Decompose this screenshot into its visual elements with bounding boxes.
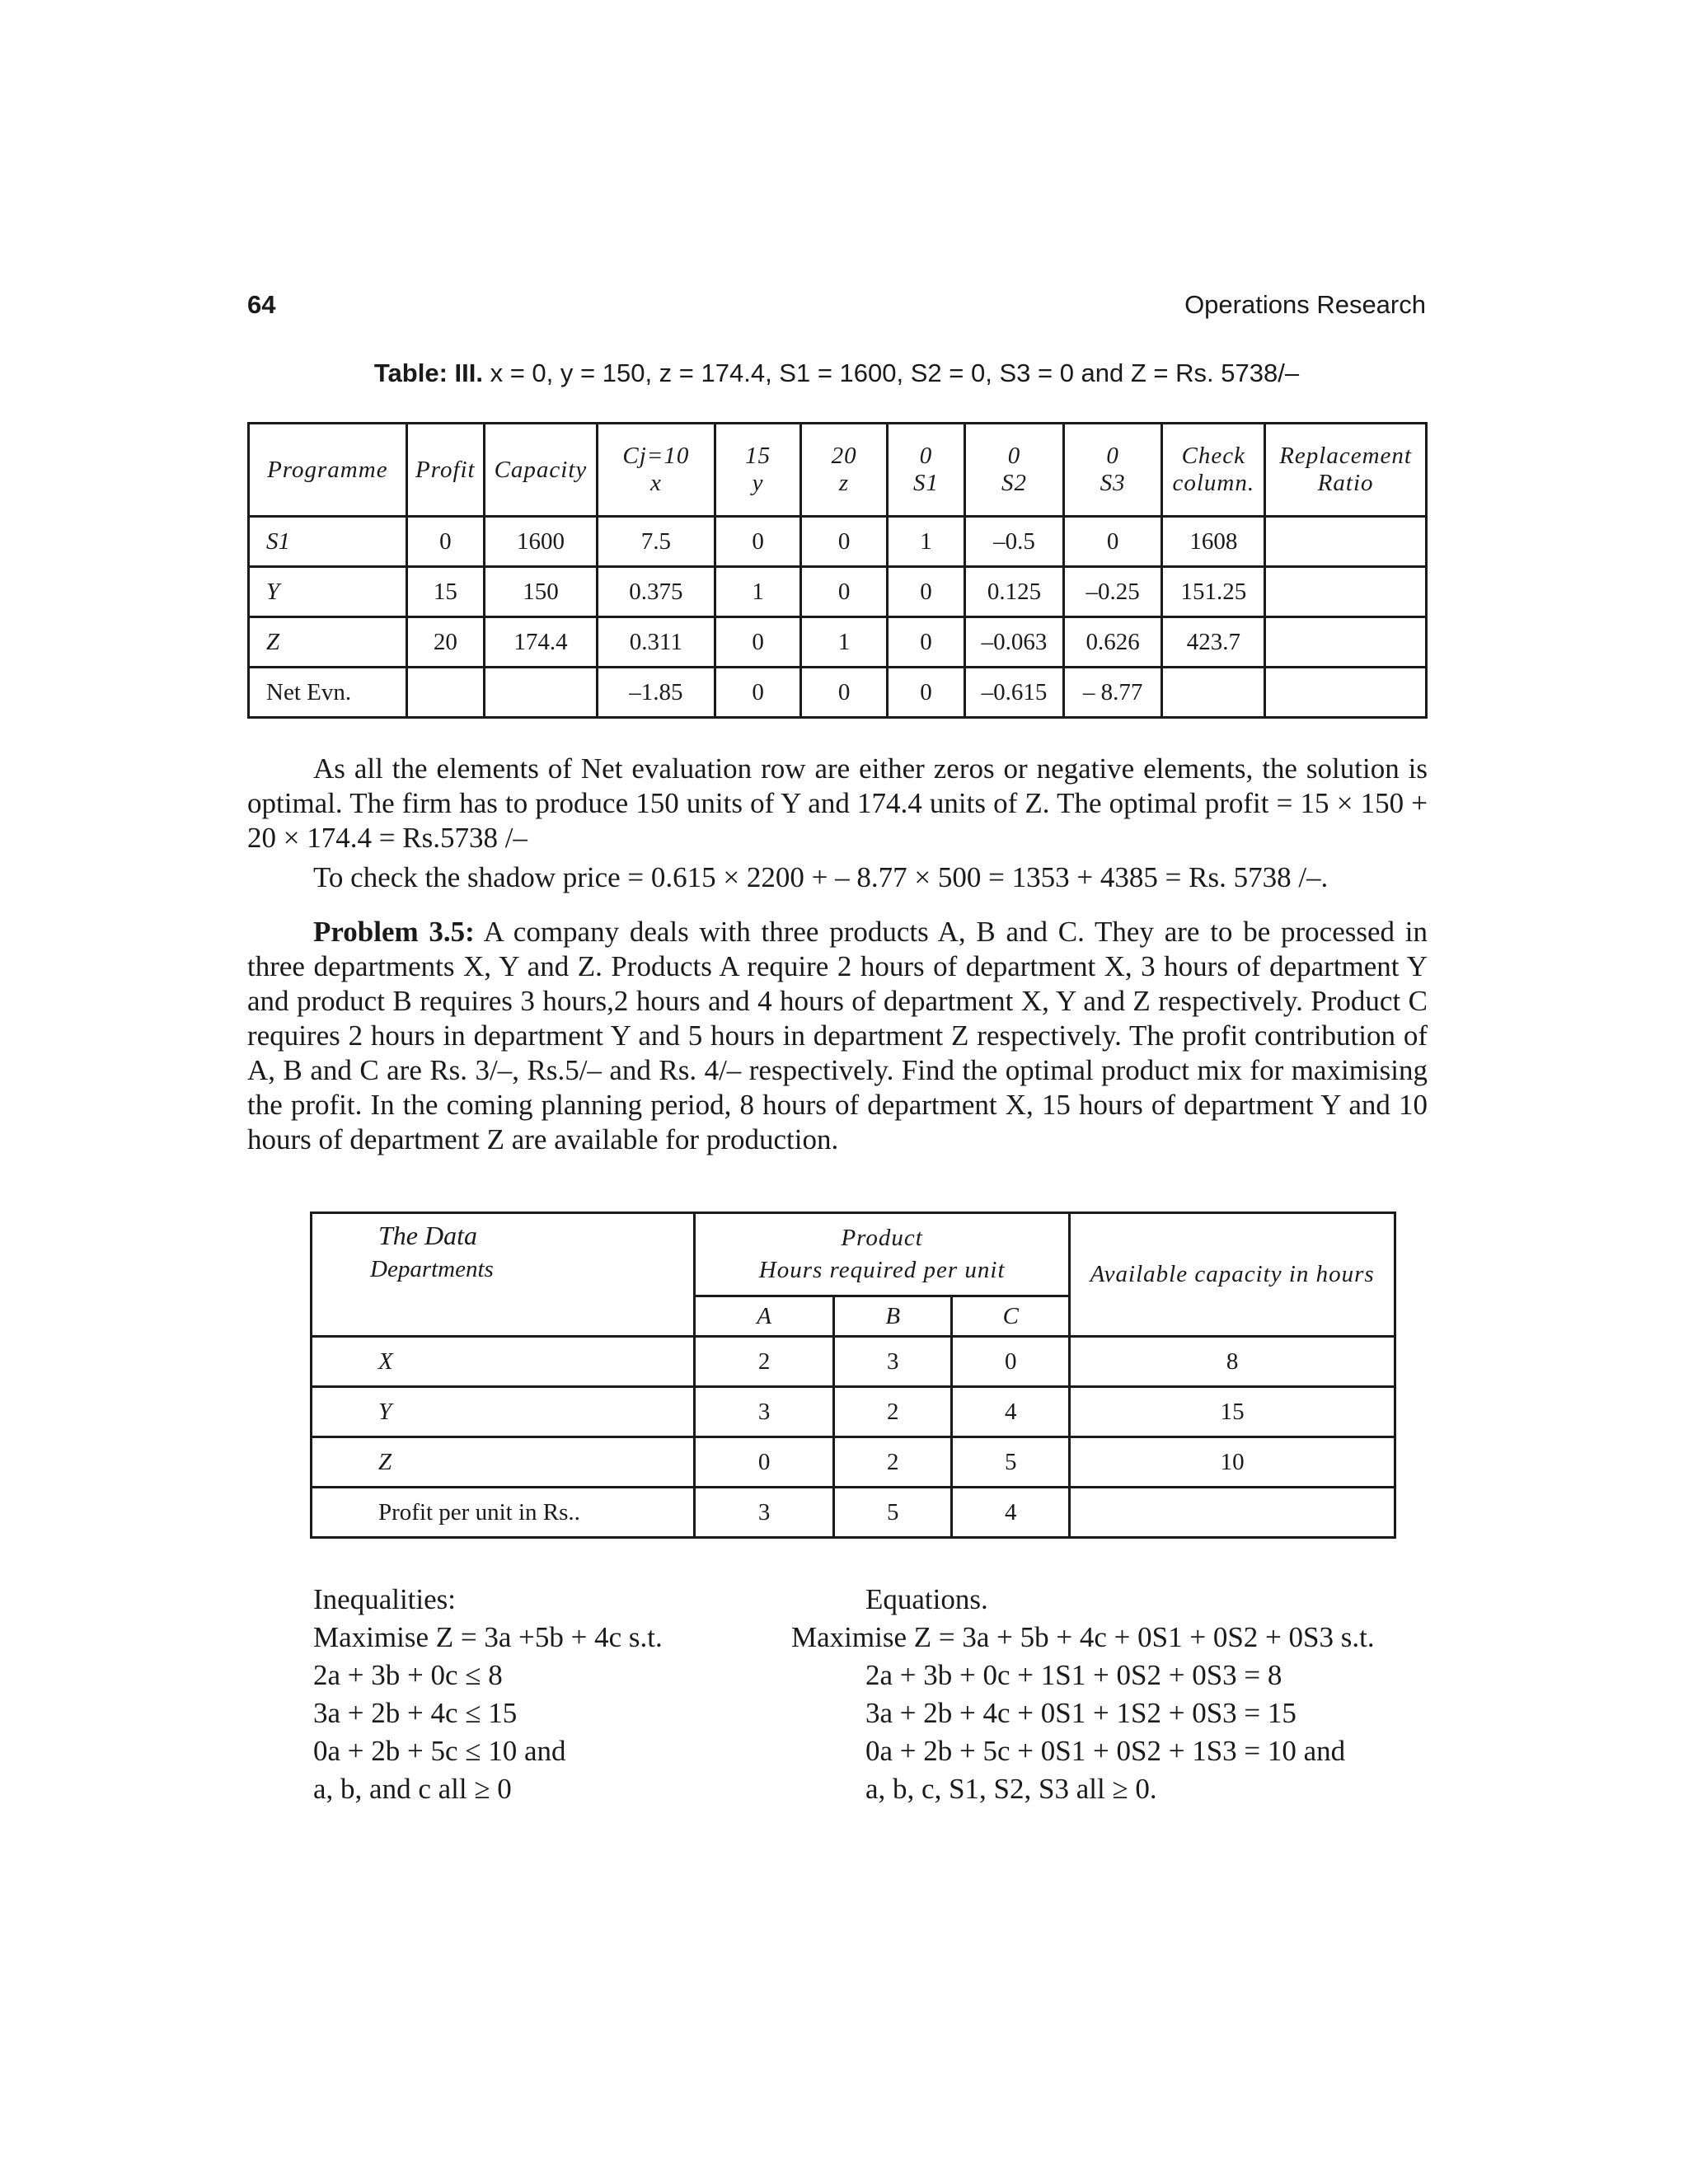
header-line-2: S2 — [1001, 470, 1027, 496]
table-row — [312, 1337, 1395, 1387]
table-cell — [484, 668, 597, 718]
header-line-1: 0 — [919, 443, 933, 469]
table-cell: 0 — [801, 517, 887, 567]
equations-block — [791, 1581, 1426, 1808]
table-cell: 0 — [887, 567, 964, 617]
equation-line: 2a + 3b + 0c + 1S1 + 0S2 + 0S3 = 8 — [865, 1659, 1282, 1691]
table-cell — [406, 668, 484, 718]
header-cell — [484, 424, 597, 517]
table-cell: 0 — [887, 617, 964, 668]
table-cell: 0 — [801, 567, 887, 617]
table-cell: Y — [249, 567, 407, 617]
header-line-1: 20 — [831, 443, 857, 469]
table-cell: 15 — [406, 567, 484, 617]
table-row — [249, 517, 1427, 567]
table-caption-text: x = 0, y = 150, z = 174.4, S1 = 1600, S2 = 0, S3 = 0 and Z = Rs. 5738/– — [482, 359, 1300, 387]
data-table — [310, 1212, 1396, 1539]
capacity-header: Available capacity in hours — [1070, 1213, 1395, 1337]
simplex-header-row — [249, 424, 1427, 517]
table-row — [312, 1437, 1395, 1488]
table-cell: 150 — [484, 567, 597, 617]
table-cell: 1600 — [484, 517, 597, 567]
header-cell — [597, 424, 715, 517]
table-cell — [1265, 567, 1427, 617]
equation-line: 0a + 2b + 5c + 0S1 + 0S2 + 1S3 = 10 and — [865, 1735, 1346, 1767]
equations-heading: Equations. — [865, 1583, 988, 1615]
table-cell: S1 — [249, 517, 407, 567]
table-cell: 0 — [952, 1337, 1070, 1387]
conclusion-paragraph: As all the elements of Net evaluation row are either zeros or negative elements, the solution is optimal. The firm has to produce 150 units of Y and 174.4 units of Z. The optimal profit = 15 × 150 + 20 × 174.4 = Rs.5738 /– — [247, 752, 1428, 854]
inequalities-block — [313, 1581, 824, 1808]
header-cell — [249, 424, 407, 517]
table-cell: 1 — [715, 567, 800, 617]
department-cell: Profit per unit in Rs.. — [312, 1488, 695, 1538]
table-cell: 4 — [952, 1488, 1070, 1538]
product-header — [695, 1213, 1070, 1296]
corner-subtitle: Departments — [370, 1256, 494, 1282]
table-cell: 0 — [406, 517, 484, 567]
product-column-a: A — [695, 1296, 834, 1337]
table-cell: 1608 — [1162, 517, 1265, 567]
product-column-c: C — [952, 1296, 1070, 1337]
table-cell: 4 — [952, 1387, 1070, 1437]
table-cell — [1265, 668, 1427, 718]
table-cell: 0.626 — [1063, 617, 1162, 668]
table-row — [249, 617, 1427, 668]
table-cell: 15 — [1070, 1387, 1395, 1437]
department-cell: Z — [312, 1437, 695, 1488]
header-line-1: Profit — [415, 456, 476, 483]
table-row — [249, 567, 1427, 617]
table-cell: 5 — [834, 1488, 952, 1538]
table-cell — [1265, 517, 1427, 567]
simplex-table — [247, 422, 1428, 719]
header-cell — [1265, 424, 1427, 517]
table-cell: Net Evn. — [249, 668, 407, 718]
header-line-2: z — [838, 470, 850, 496]
shadow-price-check: To check the shadow price = 0.615 × 2200 + – 8.77 × 500 = 1353 + 4385 = Rs. 5738 /–. — [313, 861, 1329, 893]
corner-title: The Data — [378, 1221, 477, 1250]
header-line-1: Cj=10 — [622, 443, 690, 469]
product-title: Product — [841, 1225, 923, 1251]
department-cell: X — [312, 1337, 695, 1387]
table-row — [312, 1387, 1395, 1437]
table-cell: 0 — [715, 617, 800, 668]
problem-label: Problem 3.5: — [313, 916, 475, 948]
header-cell — [801, 424, 887, 517]
table-cell: 3 — [695, 1488, 834, 1538]
header-cell — [887, 424, 964, 517]
problem-text: A company deals with three products A, B and C. They are to be processed in three departments X, Y and Z. Products A require 2 hours of department X, 3 hours of department Y and product B requires 3 hours,2 hours and 4 hours of department X, Y and Z respectively. Product C requires 2 hours in department Y and 5 hours in department Z respectively. The profit contribution of A, B and C are Rs. 3/–, Rs.5/– and Rs. 4/– respectively. Find the optimal product mix for maximising the profit. In the coming planning period, 8 hours of department X, 15 hours of department Y and 10 hours of department Z are available for production. — [247, 916, 1428, 1155]
equation-line: 3a + 2b + 4c + 0S1 + 1S2 + 0S3 = 15 — [865, 1697, 1296, 1729]
running-head: Operations Research — [1184, 290, 1426, 319]
table-cell — [1070, 1488, 1395, 1538]
table-cell: 0.125 — [965, 567, 1064, 617]
inequality-line: 3a + 2b + 4c ≤ 15 — [313, 1697, 518, 1729]
header-line-1: Capacity — [494, 456, 588, 483]
header-line-2: x — [649, 470, 662, 496]
inequality-line: a, b, and c all ≥ 0 — [313, 1773, 512, 1805]
equation-line: Maximise Z = 3a + 5b + 4c + 0S1 + 0S2 + 0S3 s.t. — [791, 1621, 1375, 1653]
table-cell: 8 — [1070, 1337, 1395, 1387]
header-line-2: y — [752, 470, 764, 496]
table-row — [249, 668, 1427, 718]
table-cell: –0.5 — [965, 517, 1064, 567]
header-line-1: Check — [1181, 443, 1246, 469]
table-cell: 3 — [695, 1387, 834, 1437]
table-cell: Z — [249, 617, 407, 668]
header-cell — [715, 424, 800, 517]
table-cell: – 8.77 — [1063, 668, 1162, 718]
product-subtitle: Hours required per unit — [758, 1257, 1006, 1283]
corner-header — [312, 1213, 695, 1337]
table-cell: 0 — [715, 668, 800, 718]
inequality-line: 2a + 3b + 0c ≤ 8 — [313, 1659, 503, 1691]
header-cell — [1162, 424, 1265, 517]
inequality-line: Maximise Z = 3a +5b + 4c s.t. — [313, 1621, 663, 1653]
header-line-2: column. — [1172, 470, 1255, 496]
table-cell: –0.25 — [1063, 567, 1162, 617]
problem-statement — [247, 915, 1428, 1157]
equation-line: a, b, c, S1, S2, S3 all ≥ 0. — [865, 1773, 1157, 1805]
table-cell: 2 — [834, 1437, 952, 1488]
header-line-2: Ratio — [1317, 470, 1374, 496]
table-cell: 0.311 — [597, 617, 715, 668]
table-cell: 5 — [952, 1437, 1070, 1488]
table-cell: –0.063 — [965, 617, 1064, 668]
inequalities-heading: Inequalities: — [313, 1583, 457, 1615]
page-number: 64 — [247, 290, 276, 319]
table-caption-label: Table: III. — [373, 359, 483, 387]
header-cell — [1063, 424, 1162, 517]
table-cell: 2 — [695, 1337, 834, 1387]
inequality-line: 0a + 2b + 5c ≤ 10 and — [313, 1735, 566, 1767]
table-cell: 7.5 — [597, 517, 715, 567]
table-cell: 0 — [801, 668, 887, 718]
data-header-row — [312, 1213, 1395, 1296]
header-line-1: 0 — [1007, 443, 1021, 469]
product-column-b: B — [834, 1296, 952, 1337]
header-line-2: S1 — [912, 470, 939, 496]
table-cell: 20 — [406, 617, 484, 668]
table-cell — [1162, 668, 1265, 718]
table-cell: 1 — [887, 517, 964, 567]
header-line-1: 15 — [745, 443, 771, 469]
table-cell: 10 — [1070, 1437, 1395, 1488]
header-line-1: 0 — [1106, 443, 1119, 469]
table-cell: 0 — [695, 1437, 834, 1488]
header-line-1: Programme — [267, 456, 388, 483]
header-cell — [406, 424, 484, 517]
table-row — [312, 1488, 1395, 1538]
table-cell — [1265, 617, 1427, 668]
table-cell: 1 — [801, 617, 887, 668]
table-cell: 0.375 — [597, 567, 715, 617]
header-line-2: S3 — [1100, 470, 1126, 496]
table-caption — [247, 359, 1426, 388]
table-cell: –0.615 — [965, 668, 1064, 718]
table-cell: 0 — [1063, 517, 1162, 567]
header-cell — [965, 424, 1064, 517]
table-cell: 3 — [834, 1337, 952, 1387]
table-cell: 423.7 — [1162, 617, 1265, 668]
header-line-1: Replacement — [1279, 443, 1412, 469]
table-cell: –1.85 — [597, 668, 715, 718]
department-cell: Y — [312, 1387, 695, 1437]
table-cell: 0 — [715, 517, 800, 567]
table-cell: 151.25 — [1162, 567, 1265, 617]
table-cell: 0 — [887, 668, 964, 718]
table-cell: 2 — [834, 1387, 952, 1437]
table-cell: 174.4 — [484, 617, 597, 668]
